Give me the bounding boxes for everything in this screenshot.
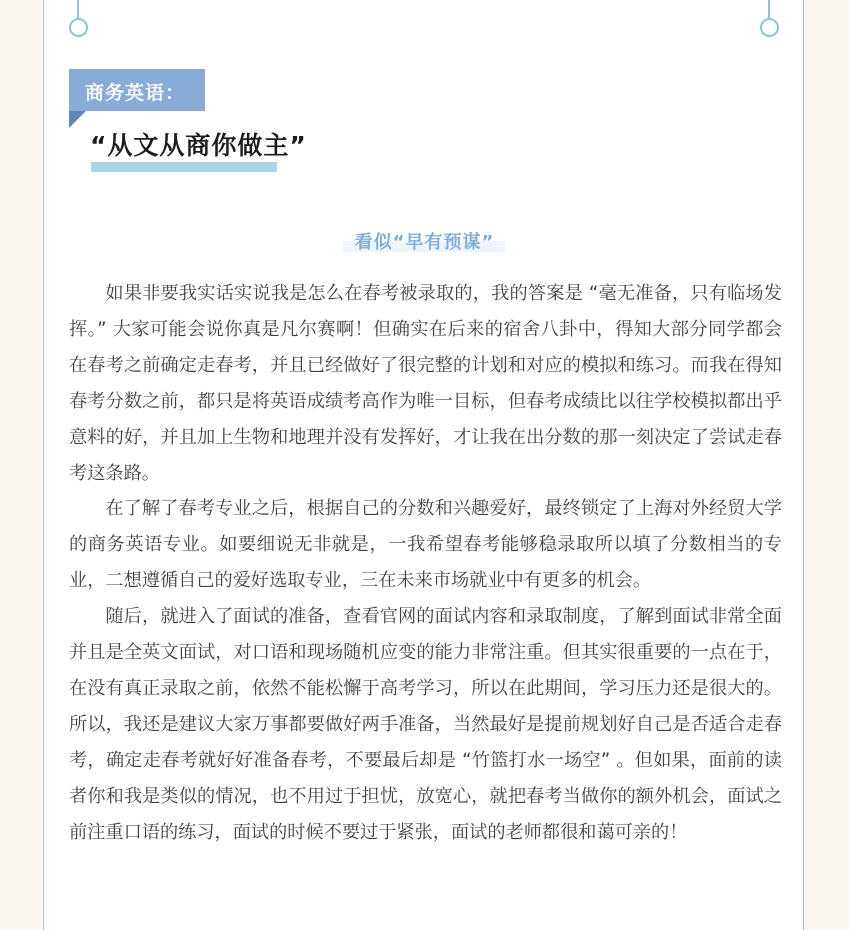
paragraph: 随后，就进入了面试的准备，查看官网的面试内容和录取制度，了解到面试非常全面并且是全英文面试，对口语和现场随机应变的能力非常注重。但其实很重要的一点在于，在没有真正录取之前，依然不能松懈于高考学习，所以在此期间，学习压力还是很大的。所以，我还是建议大家万事都要做好两手准备，当然最好是提前规划好自己是否适合走春考，确定走春考就好好准备春考，不要最后却是 “竹篮打水一场空” 。但如果，面前的读者你和我是类似的情况，也不用过于担忧，放宽心，就把春考当做你的额外机会，面试之前注重口语的练习，面试的时候不要过于紧张，面试的老师都很和蔼可亲的！	[69, 606, 782, 843]
paragraph: 如果非要我实话实说我是怎么在春考被录取的，我的答案是 “毫无准备，只有临场发挥。” 大家可能会说你真是凡尔赛啊！但确实在后来的宿舍八卦中，得知大部分同学都会在春考之前确定走春考，并且已经做好了很完整的计划和对应的模拟和练习。而我在得知春考分数之前，都只是将英语成绩考高作为唯一目标，但春考成绩比以往学校模拟都出乎意料的好，并且加上生物和地理并没有发挥好，才让我在出分数的那一刻决定了尝试走春考这条路。	[69, 283, 782, 484]
pin-ring-icon	[760, 18, 779, 37]
paragraph: 在了解了春考专业之后，根据自己的分数和兴趣爱好，最终锁定了上海对外经贸大学的商务英语专业。如要细说无非就是，一我希望春考能够稳录取所以填了分数相当的专业，二想遵循自己的爱好选取专业，三在未来市场就业中有更多的机会。	[69, 498, 782, 592]
title-underline	[91, 162, 277, 172]
pin-ring-icon	[69, 18, 88, 37]
pin-line	[77, 0, 79, 18]
pin-decoration-right	[759, 0, 779, 40]
section-label: 商务英语：	[85, 82, 186, 104]
subheading-wrap	[0, 228, 849, 254]
pin-line	[768, 0, 770, 18]
pin-decoration-left	[68, 0, 88, 40]
subheading: 看似“早有预谋”	[354, 232, 495, 253]
label-fold-decoration	[69, 111, 86, 128]
article-body	[69, 276, 782, 851]
section-title: “从文从商你做主”	[90, 131, 307, 160]
section-label-box	[69, 69, 205, 111]
